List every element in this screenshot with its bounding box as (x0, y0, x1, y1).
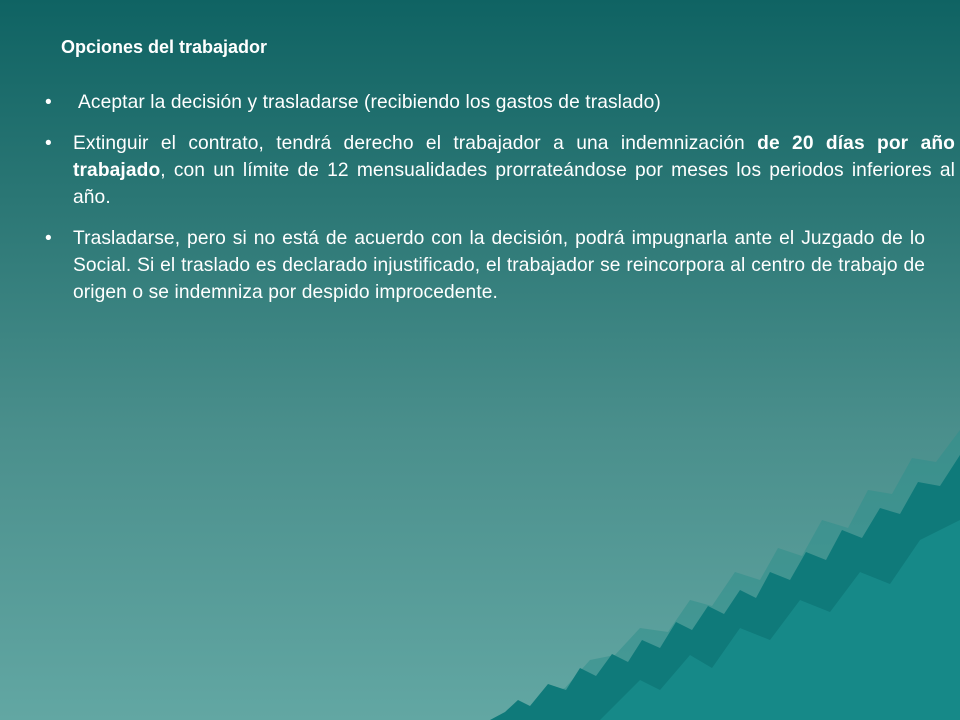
bullet-item-accept (45, 89, 955, 116)
bullet-item-terminate (45, 130, 955, 211)
bullet-dot-icon: • (45, 228, 52, 249)
bullet-item-relocate (45, 225, 925, 306)
slide-title: Opciones del trabajador (61, 37, 268, 57)
bullet-dot-icon: • (45, 92, 52, 113)
bullet-list (45, 89, 955, 306)
bullet-text-part: , con un límite de 12 mensualidades prorrateándose por meses los periodos inferiores al año. (73, 160, 955, 208)
bullet-text: Trasladarse, pero si no está de acuerdo con la decisión, podrá impugnarla ante el Juzgado de lo Social. Si el traslado es declarado injustificado, el trabajador se reincorpora al centro de trabajo de origen o se indemniza por despido improcedente. (73, 228, 925, 303)
bullet-text: Aceptar la decisión y trasladarse (recibiendo los gastos de traslado) (78, 92, 661, 113)
bullet-text-bold: de 20 días por año trabajado (73, 133, 955, 181)
bullet-dot-icon: • (45, 133, 52, 154)
bullet-text-part: Extinguir el contrato, tendrá derecho el trabajador a una indemnización (73, 133, 758, 154)
bullet-text (73, 130, 955, 211)
